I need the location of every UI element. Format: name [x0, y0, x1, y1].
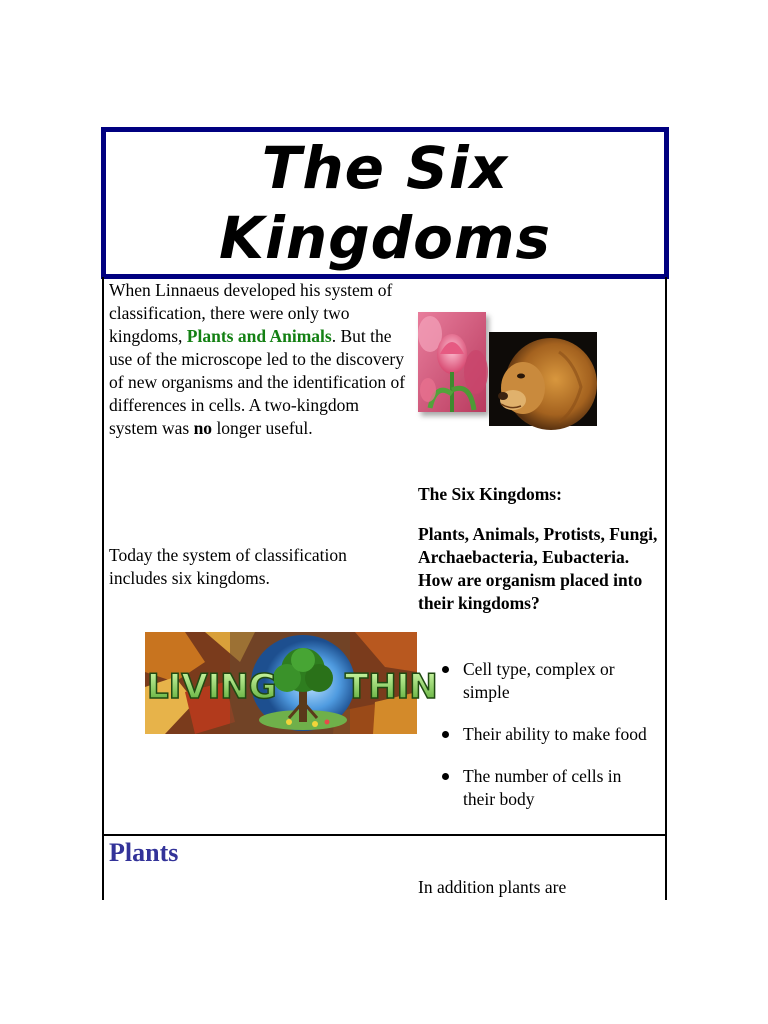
title-line-2: Kingdoms — [219, 204, 551, 272]
banner-text-right: THIN — [345, 667, 438, 707]
intro-paragraph — [109, 279, 409, 440]
frame-left-border — [102, 277, 104, 900]
kingdoms-summary — [418, 483, 658, 615]
intro-text-1: When Linnaeus developed his system of classification, there were only two kingdoms, — [109, 280, 393, 346]
lion-photo — [489, 332, 597, 426]
today-paragraph: Today the system of classification includes six kingdoms. — [109, 545, 347, 588]
intro-highlight: Plants and Animals — [186, 326, 332, 346]
intro-text-3: longer useful. — [212, 418, 313, 438]
living-things-banner — [145, 632, 438, 734]
list-item: The number of cells in their body — [441, 765, 656, 811]
banner-text-left: LIVING — [147, 667, 277, 707]
plants-heading: Plants — [109, 838, 179, 867]
plants-addition-text: In addition plants are — [418, 877, 567, 897]
intro-text-2: . But the use of the microscope led to the discovery of new organisms and the identification of differences in cells. A two-kingdom system was — [109, 326, 406, 438]
title-line-1: The Six — [261, 134, 509, 202]
kingdoms-heading: The Six Kingdoms: — [418, 484, 562, 504]
section-divider — [102, 834, 667, 836]
placement-criteria-list — [441, 658, 656, 830]
title-box — [101, 127, 669, 279]
list-item: Cell type, complex or simple — [441, 658, 656, 704]
list-item: Their ability to make food — [441, 723, 656, 746]
tulip-photo — [418, 312, 486, 412]
frame-right-border — [665, 277, 667, 900]
intro-emphasis: no — [193, 418, 213, 438]
placement-question: How are organism placed into their kingdoms? — [418, 570, 643, 613]
kingdoms-list: Plants, Animals, Protists, Fungi, Archaebacteria, Eubacteria. — [418, 524, 658, 567]
